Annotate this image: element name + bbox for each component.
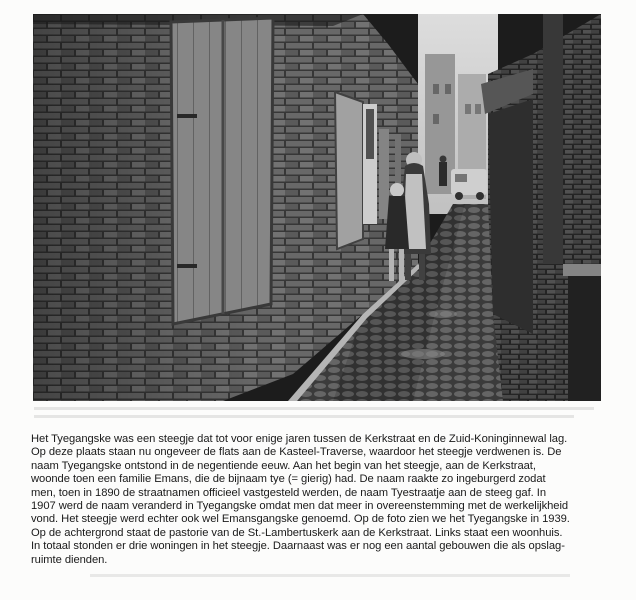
caption-line: naam Tyegangske ontstond in de negentiende eeuw. Aan het begin van het steegje, aan de Kerkstraat, bbox=[31, 459, 536, 472]
bleed-through-text-bottom bbox=[30, 570, 610, 590]
alley-photograph bbox=[33, 14, 601, 401]
caption-line: ruimte dienden. bbox=[31, 553, 108, 566]
caption-line: In totaal stonden er drie woningen in het steegje. Daarnaast was er nog een aantal gebouwen die als opslag- bbox=[31, 540, 565, 553]
caption-line: woonde toen een familie Emans, die de bijnaam tye (= gierig) had. De naam raakte zo ingeburgerd zodat bbox=[31, 473, 546, 486]
caption-line: Op deze plaats staan nu ongeveer de flats aan de Kasteel-Traverse, waardoor het steegje verdwenen is. De bbox=[31, 446, 562, 459]
caption-line: men, toen in 1890 de straatnamen officieel vastgesteld werden, de naam Tyestraatje aan de steeg gaf. In bbox=[31, 486, 546, 499]
caption-line: Het Tyegangske was een steegje dat tot voor enige jaren tussen de Kerkstraat en de Zuid-Koninginnewal lag. bbox=[31, 433, 568, 445]
photo-caption bbox=[31, 433, 609, 567]
caption-line: Op de achtergrond staat de pastorie van de St.-Lambertuskerk aan de Kerkstraat. Links staat een woonhuis. bbox=[31, 526, 563, 539]
caption-line: 1907 werd de naam veranderd in Tyegangske omdat men dat meer in overeenstemming met de werkelijkheid bbox=[31, 500, 569, 513]
bleed-through-text bbox=[30, 403, 610, 425]
caption-line: vond. Het steegje werd echter ook wel Emansgangske genoemd. Op de foto zien we het Tyegangske in 1939. bbox=[31, 513, 570, 526]
